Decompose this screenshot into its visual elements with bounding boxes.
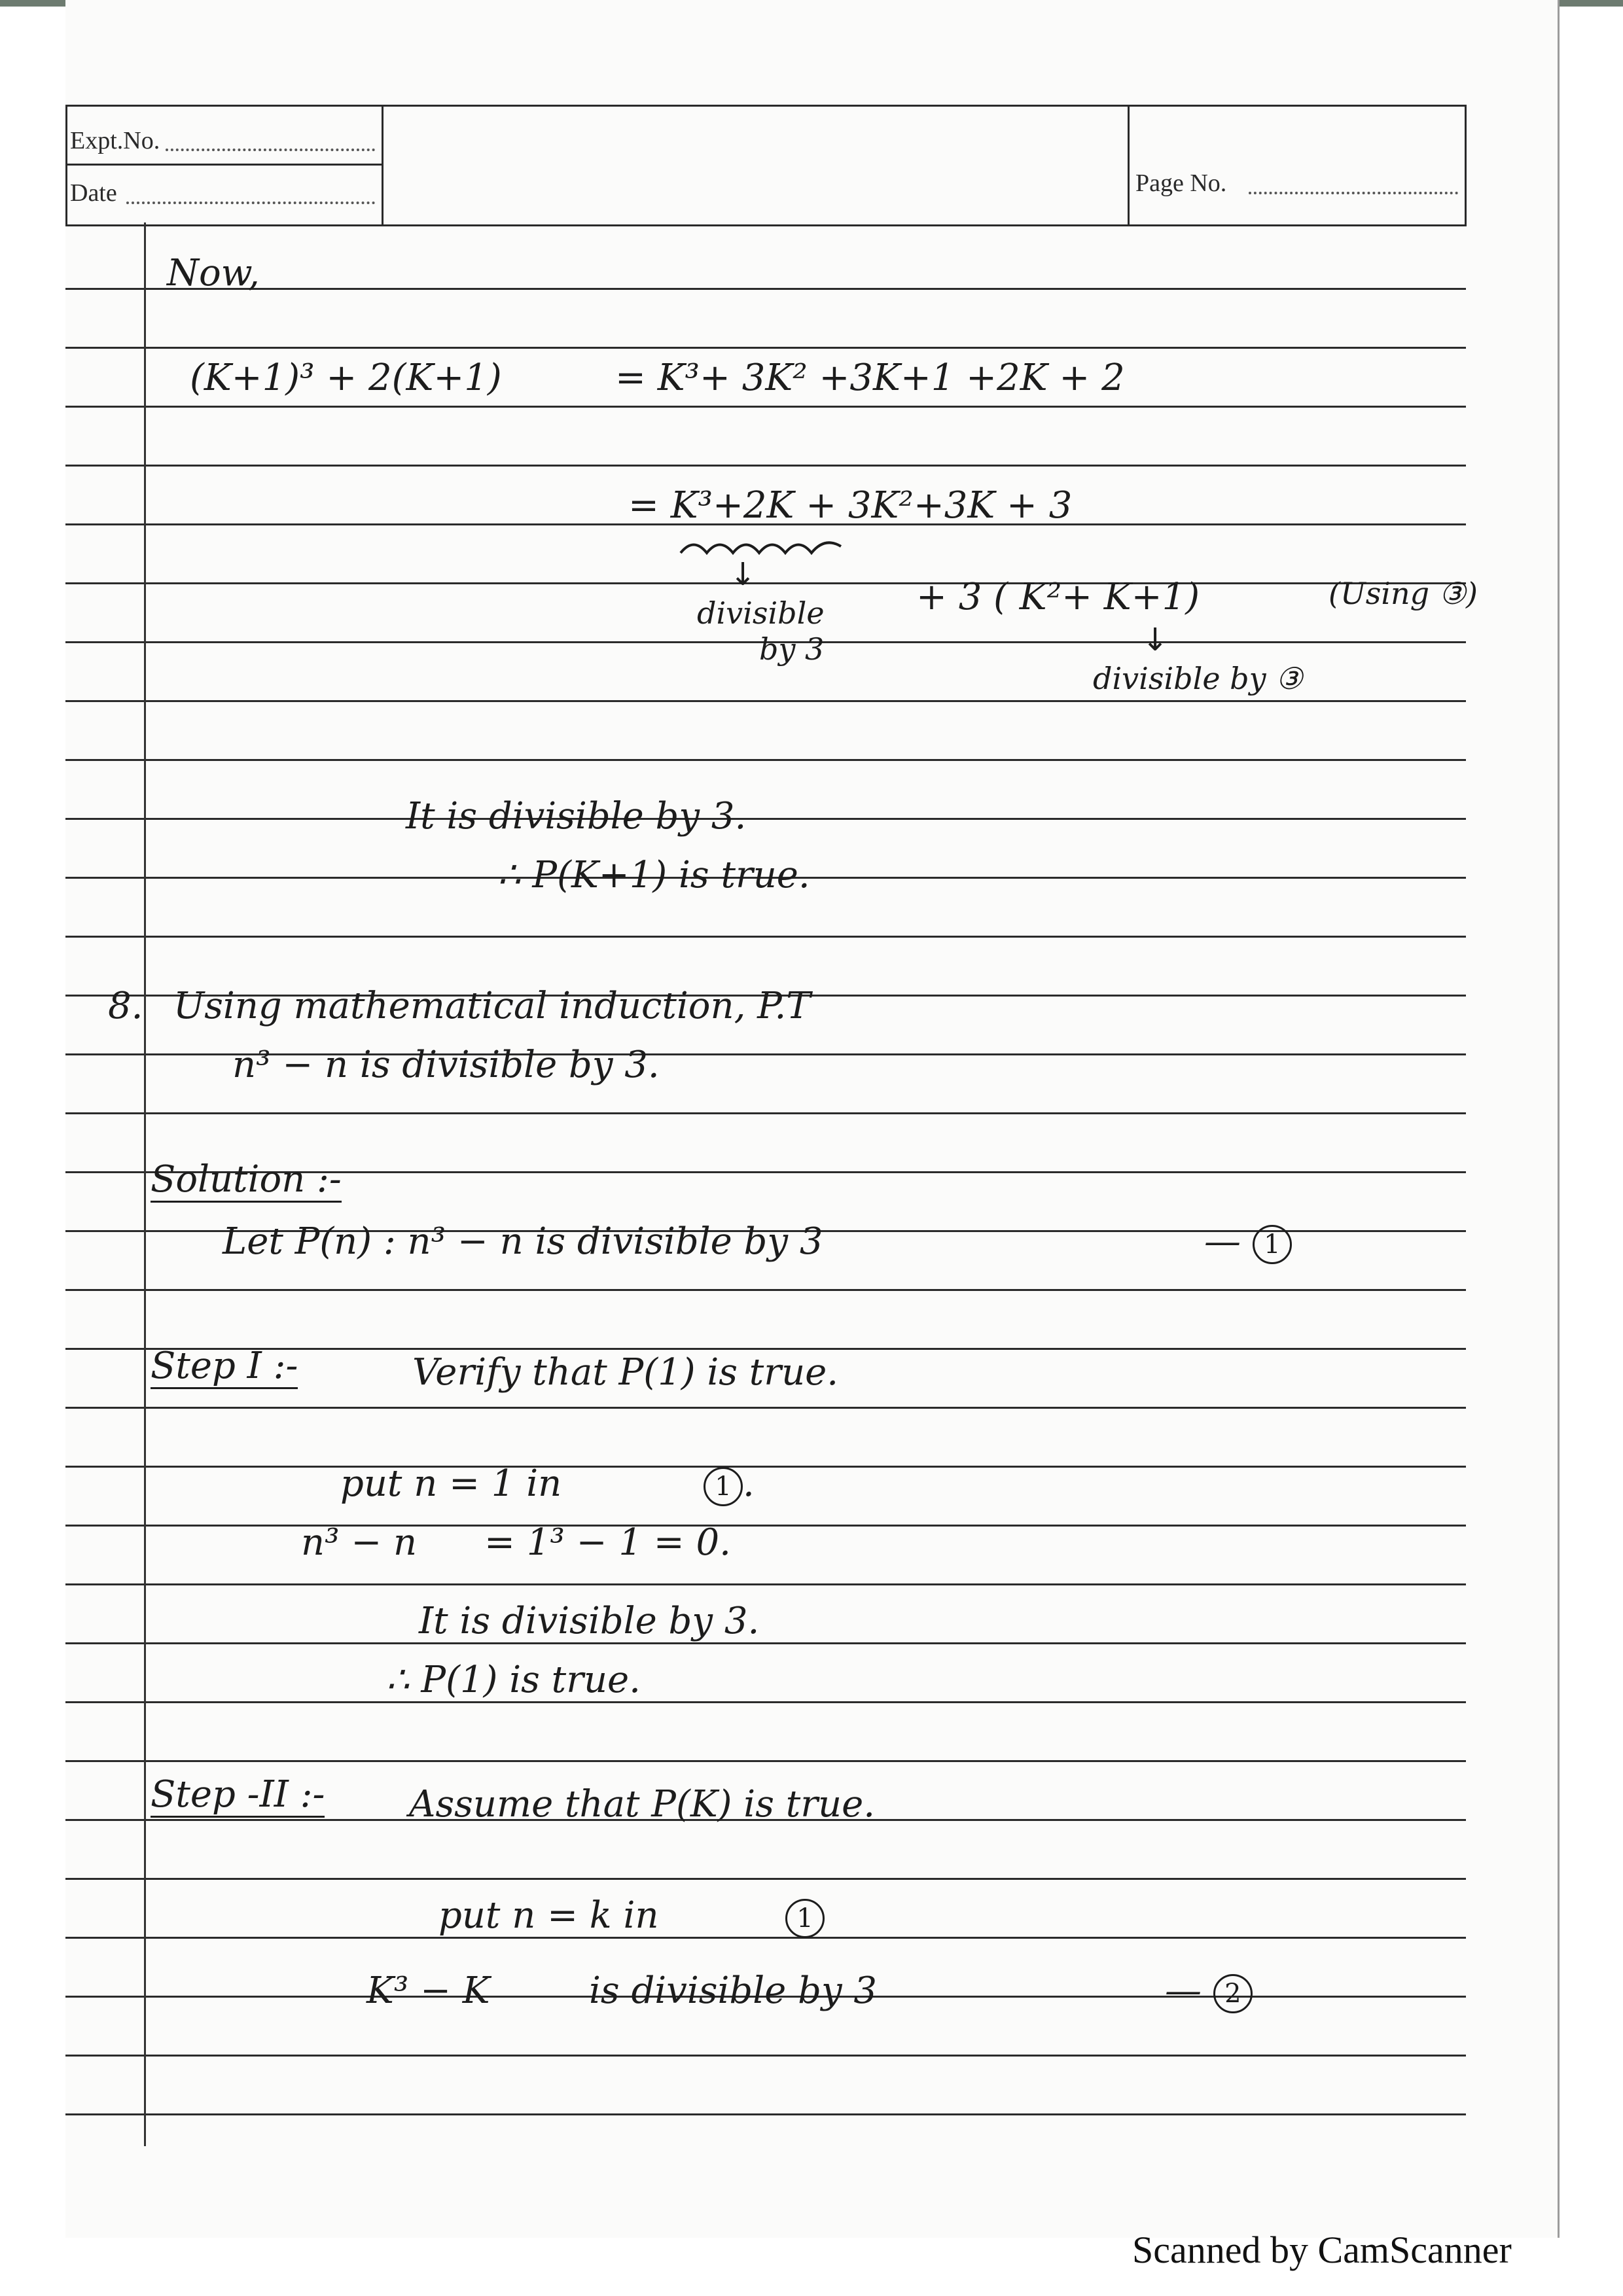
equation-1-circle: 1: [1253, 1225, 1292, 1264]
page-no-label: Page No.: [1135, 169, 1227, 197]
down-arrow-2: ↓: [1142, 622, 1169, 658]
lhs-expression: (K+1)³ + 2(K+1): [190, 357, 502, 399]
calc-result: = 1³ − 1 = 0.: [484, 1521, 731, 1564]
underbrace-wave: [677, 533, 847, 559]
put-2-ref: [785, 1894, 825, 1938]
equation-1-marker: — 1: [1204, 1220, 1292, 1264]
put-1-ref: 1 .: [704, 1462, 755, 1506]
calc-expression: n³ − n: [301, 1521, 418, 1564]
scanner-watermark: Scanned by CamScanner: [1132, 2229, 1512, 2271]
header-divider-left: [382, 107, 383, 224]
ruled-line: [65, 1701, 1466, 1703]
ruled-line: [65, 1583, 1466, 1585]
it-is-divisible: It is divisible by 3.: [419, 1600, 760, 1642]
conclusion-divisible: It is divisible by 3.: [406, 795, 747, 838]
now-text: Now,: [167, 252, 260, 294]
ruled-line: [65, 936, 1466, 938]
let-statement: Let P(n) : n³ − n is divisible by 3: [223, 1220, 823, 1263]
equation-2-marker: — 2: [1165, 1969, 1253, 2013]
ruled-line: [65, 700, 1466, 702]
expt-no-dots: [166, 149, 375, 151]
step-1-text: Verify that P(1) is true.: [412, 1351, 839, 1394]
put-1-circle: 1: [704, 1467, 743, 1506]
question-number: 8.: [108, 985, 143, 1027]
ruled-line: [65, 465, 1466, 467]
k-divisible-statement: is divisible by 3: [589, 1969, 878, 2012]
expt-no-label: Expt.No.: [70, 127, 160, 154]
question-line-2: n³ − n is divisible by 3.: [232, 1044, 660, 1086]
margin-line: [144, 222, 146, 2146]
step-1-label: Step I :-: [151, 1345, 298, 1389]
ruled-line: [65, 582, 1466, 584]
ruled-line: [65, 288, 1466, 290]
using-reference: (Using ③): [1329, 576, 1478, 611]
put-n-equals-k: put n = k in: [438, 1894, 659, 1937]
down-arrow-1: ↓: [730, 556, 757, 593]
date-label: Date: [70, 179, 117, 207]
ruled-line: [65, 1407, 1466, 1409]
header-divider-right: [1128, 107, 1130, 224]
p1-is-true: ∴ P(1) is true.: [386, 1659, 641, 1701]
ruled-line: [65, 1642, 1466, 1644]
ruled-line: [65, 759, 1466, 761]
divisible-note-2: divisible by ③: [1093, 661, 1303, 696]
k-cubed-minus-k: K³ − K: [366, 1969, 490, 2012]
date-dots: [126, 202, 375, 204]
page-no-dots: [1249, 192, 1458, 194]
ruled-line: [65, 347, 1466, 349]
ruled-line: [65, 2113, 1466, 2115]
ruled-line: [65, 1525, 1466, 1527]
factored-term: + 3 ( K²+ K+1): [916, 576, 1200, 618]
ruled-line: [65, 2055, 1466, 2057]
divisible-note-1: divisible: [697, 595, 825, 631]
ruled-line: [65, 1937, 1466, 1939]
put-n-equals-1: put n = 1 in: [340, 1462, 562, 1505]
solution-heading: Solution :-: [151, 1158, 342, 1203]
ruled-line: [65, 406, 1466, 408]
conclusion-true: ∴ P(K+1) is true.: [497, 854, 810, 896]
question-line-1: Using mathematical induction, P.T: [173, 985, 811, 1027]
step-2-text: Assume that P(K) is true.: [409, 1783, 876, 1826]
ruled-line: [65, 818, 1466, 820]
ruled-line: [65, 1112, 1466, 1114]
put-2-circle: 1: [785, 1899, 825, 1938]
ruled-line: [65, 1878, 1466, 1880]
header-split-line: [67, 164, 382, 166]
rhs-expansion-1: = K³+ 3K² +3K+1 +2K + 2: [615, 357, 1125, 399]
ruled-line: [65, 1760, 1466, 1762]
page-header-box: [65, 105, 1467, 226]
ruled-line: [65, 1466, 1466, 1468]
divisible-note-1b: by 3: [759, 631, 825, 667]
ruled-line: [65, 1289, 1466, 1291]
equation-2-circle: 2: [1213, 1974, 1253, 2013]
rhs-expansion-2: = K³+2K + 3K²+3K + 3: [628, 484, 1073, 527]
step-2-label: Step -II :-: [151, 1773, 325, 1818]
